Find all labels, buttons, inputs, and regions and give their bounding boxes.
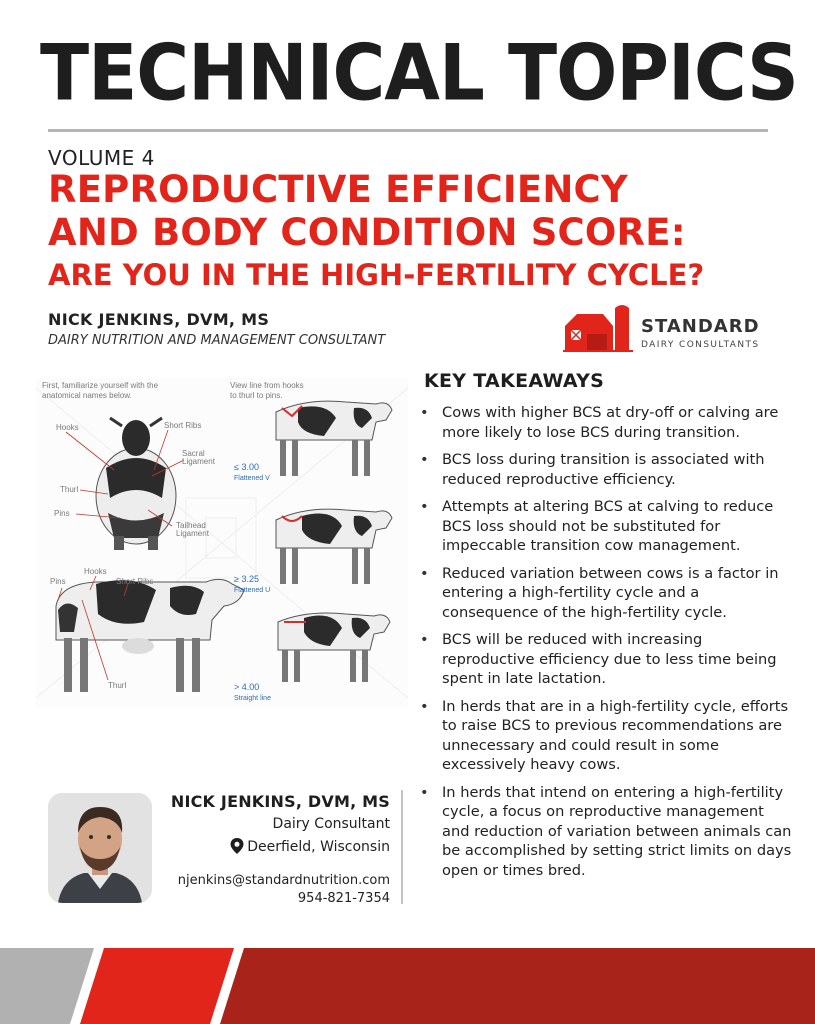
score-2-value: ≥ 3.25 [234,574,259,584]
label-pins-side: Pins [50,577,66,586]
list-item: • Reduced variation between cows is a factor in entering a high-fertility cycle and a consequence of the high-fertility cycle. [420,564,795,623]
volume-label: VOLUME 4 [48,146,155,170]
label-short-ribs: Short Ribs [164,421,202,430]
score-3-shape: Straight line [234,695,271,702]
card-divider [401,790,403,904]
headline-line-2: AND BODY CONDITION SCORE: [48,211,686,254]
key-takeaways-heading: KEY TAKEAWAYS [424,370,605,392]
logo-name: STANDARD [641,316,760,337]
label-tailhead-ligament: Ligament [176,529,209,538]
label-short-ribs-side: Short Ribs [116,577,154,586]
diagram-intro-right-2: to thurl to pins. [230,391,283,400]
label-hooks: Hooks [56,423,79,432]
company-logo [563,304,763,354]
label-sacral-ligament: Ligament [182,457,215,466]
map-pin-icon [230,838,244,854]
avatar [48,793,152,903]
score-3-value: > 4.00 [234,682,260,692]
author-role: DAIRY NUTRITION AND MANAGEMENT CONSULTANT [48,333,386,348]
list-item: • In herds that intend on entering a high-fertility cycle, a focus on reproductive management and reduction of variation between animals can be accomplished by setting strict limits on days open or times bred. [420,783,795,881]
title-divider [48,129,768,132]
list-item: • BCS will be reduced with increasing reproductive efficiency due to less time being spent in late lactation. [420,630,795,689]
contact-location [230,838,390,855]
author-photo [48,793,152,903]
contact-phone[interactable]: 954-821-7354 [297,891,390,906]
label-tailhead: Tailhead [176,521,206,530]
article-subheadline: ARE YOU IN THE HIGH-FERTILITY CYCLE? [48,258,705,292]
logo-subtitle: DAIRY CONSULTANTS [641,340,760,350]
page-title: TECHNICAL TOPICS [40,27,798,118]
contact-name: NICK JENKINS, DVM, MS [170,792,390,811]
list-item: • In herds that are in a high-fertility cycle, efforts to raise BCS to previous recommendations are unnecessary and could result in some excessively heavy cows. [420,697,795,775]
article-headline [48,168,686,254]
headline-line-1: REPRODUCTIVE EFFICIENCY [48,168,628,211]
diagram-intro-left-2: anatomical names below. [42,391,132,400]
list-item: • Attempts at altering BCS at calving to reduce BCS loss should not be substituted for impeccable transition cow management. [420,497,795,556]
label-thurl-side: Thurl [108,681,127,690]
author-name: NICK JENKINS, DVM, MS [48,310,270,329]
label-thurl: Thurl [60,485,79,494]
footer-band [0,948,815,1024]
score-1-value: ≤ 3.00 [234,462,259,472]
label-pins: Pins [54,509,70,518]
score-2-shape: Flattened U [234,587,271,594]
list-item: • BCS loss during transition is associated with reduced reproductive efficiency. [420,450,795,489]
score-1-shape: Flattened V [234,475,270,482]
list-item: • Cows with higher BCS at dry-off or calving are more likely to lose BCS during transition. [420,403,795,442]
key-takeaways-list [420,403,795,888]
label-hooks-side: Hooks [84,567,107,576]
diagram-intro-left-1: First, familiarize yourself with the [42,381,159,390]
diagram-intro-right-1: View line from hooks [230,381,304,390]
contact-title: Dairy Consultant [272,816,390,832]
contact-location-text: Deerfield, Wisconsin [247,839,390,855]
label-sacral: Sacral [182,449,205,458]
contact-email[interactable]: njenkins@standardnutrition.com [177,873,390,888]
bcs-diagram [36,378,408,708]
barn-silo-logo-icon [563,304,635,352]
